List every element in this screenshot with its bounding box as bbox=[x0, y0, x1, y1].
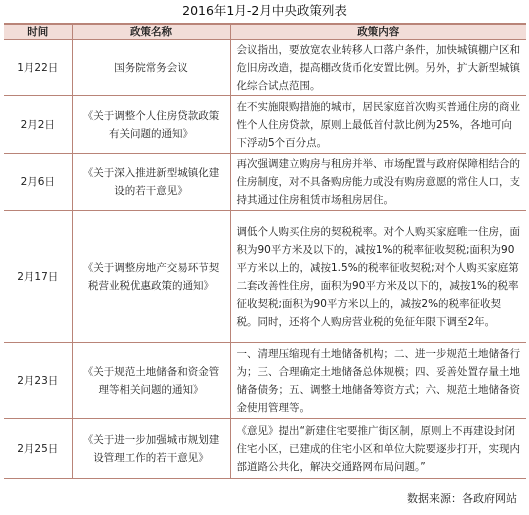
table-row bbox=[4, 40, 526, 96]
header-policy-content: 政策内容 bbox=[230, 24, 526, 40]
row-date: 2月17日 bbox=[4, 211, 72, 343]
row-policy-name: 《关于调整房地产交易环节契税营业税优惠政策的通知》 bbox=[72, 211, 230, 343]
row-policy-name: 《关于调整个人住房贷款政策有关问题的通知》 bbox=[72, 96, 230, 154]
header-policy-name: 政策名称 bbox=[72, 24, 230, 40]
row-date: 2月6日 bbox=[4, 154, 72, 211]
header-row bbox=[4, 24, 526, 40]
table-row bbox=[4, 419, 526, 479]
row-date: 2月23日 bbox=[4, 343, 72, 419]
row-policy-content: 一、清理压缩现有土地储备机构；二、进一步规范土地储备行为；三、合理确定土地储备总体规模；四、妥善处置存量土地储备债务；五、调整土地储备筹资方式；六、规范土地储备资金使用管理等。 bbox=[230, 343, 526, 419]
row-policy-name: 国务院常务会议 bbox=[72, 40, 230, 96]
row-policy-content: 会议指出，要放宽农业转移人口落户条件，加快城镇棚户区和危旧房改造，提高棚改货币化安置比例。另外，扩大新型城镇化综合试点范围。 bbox=[230, 40, 526, 96]
header-date: 时间 bbox=[4, 24, 72, 40]
table-row bbox=[4, 154, 526, 211]
policy-table bbox=[4, 23, 526, 479]
table-title: 2016年1月-2月中央政策列表 bbox=[182, 3, 347, 18]
row-policy-name: 《关于深入推进新型城镇化建设的若干意见》 bbox=[72, 154, 230, 211]
row-date: 2月2日 bbox=[4, 96, 72, 154]
row-date: 1月22日 bbox=[4, 40, 72, 96]
row-policy-content: 再次强调建立购房与租房并举、市场配置与政府保障相结合的住房制度，对不具备购房能力或没有购房意愿的常住人口，支持其通过住房租赁市场租房居住。 bbox=[230, 154, 526, 211]
row-policy-name: 《关于进一步加强城市规划建设管理工作的若干意见》 bbox=[72, 419, 230, 479]
row-policy-name: 《关于规范土地储备和资金管理等相关问题的通知》 bbox=[72, 343, 230, 419]
row-policy-content: 调低个人购买住房的契税税率。对个人购买家庭唯一住房，面积为90平方米及以下的，减按1%的税率征收契税;面积为90平方米以上的，减按1.5%的税率征收契税;对个人购买家庭第二套改善性住房，面积为90平方米及以下的，减按1%的税率征收契税;面积为90平方米以上的，减按2%的税率征收契税。同时，还将个人购房营业税的免征年限下调至2年。 bbox=[230, 211, 526, 343]
table-row bbox=[4, 96, 526, 154]
table-row bbox=[4, 343, 526, 419]
row-policy-content: 在不实施限购措施的城市，居民家庭首次购买普通住房的商业性个人住房贷款，原则上最低首付款比例为25%，各地可向下浮动5个百分点。 bbox=[230, 96, 526, 154]
table-row bbox=[4, 211, 526, 343]
data-source-note: 数据来源：各政府网站 bbox=[407, 492, 517, 505]
row-policy-content: 《意见》提出“新建住宅要推广街区制，原则上不再建设封闭住宅小区，已建成的住宅小区和单位大院要逐步打开，实现内部道路公共化，解决交通路网布局问题。” bbox=[230, 419, 526, 479]
row-date: 2月25日 bbox=[4, 419, 72, 479]
